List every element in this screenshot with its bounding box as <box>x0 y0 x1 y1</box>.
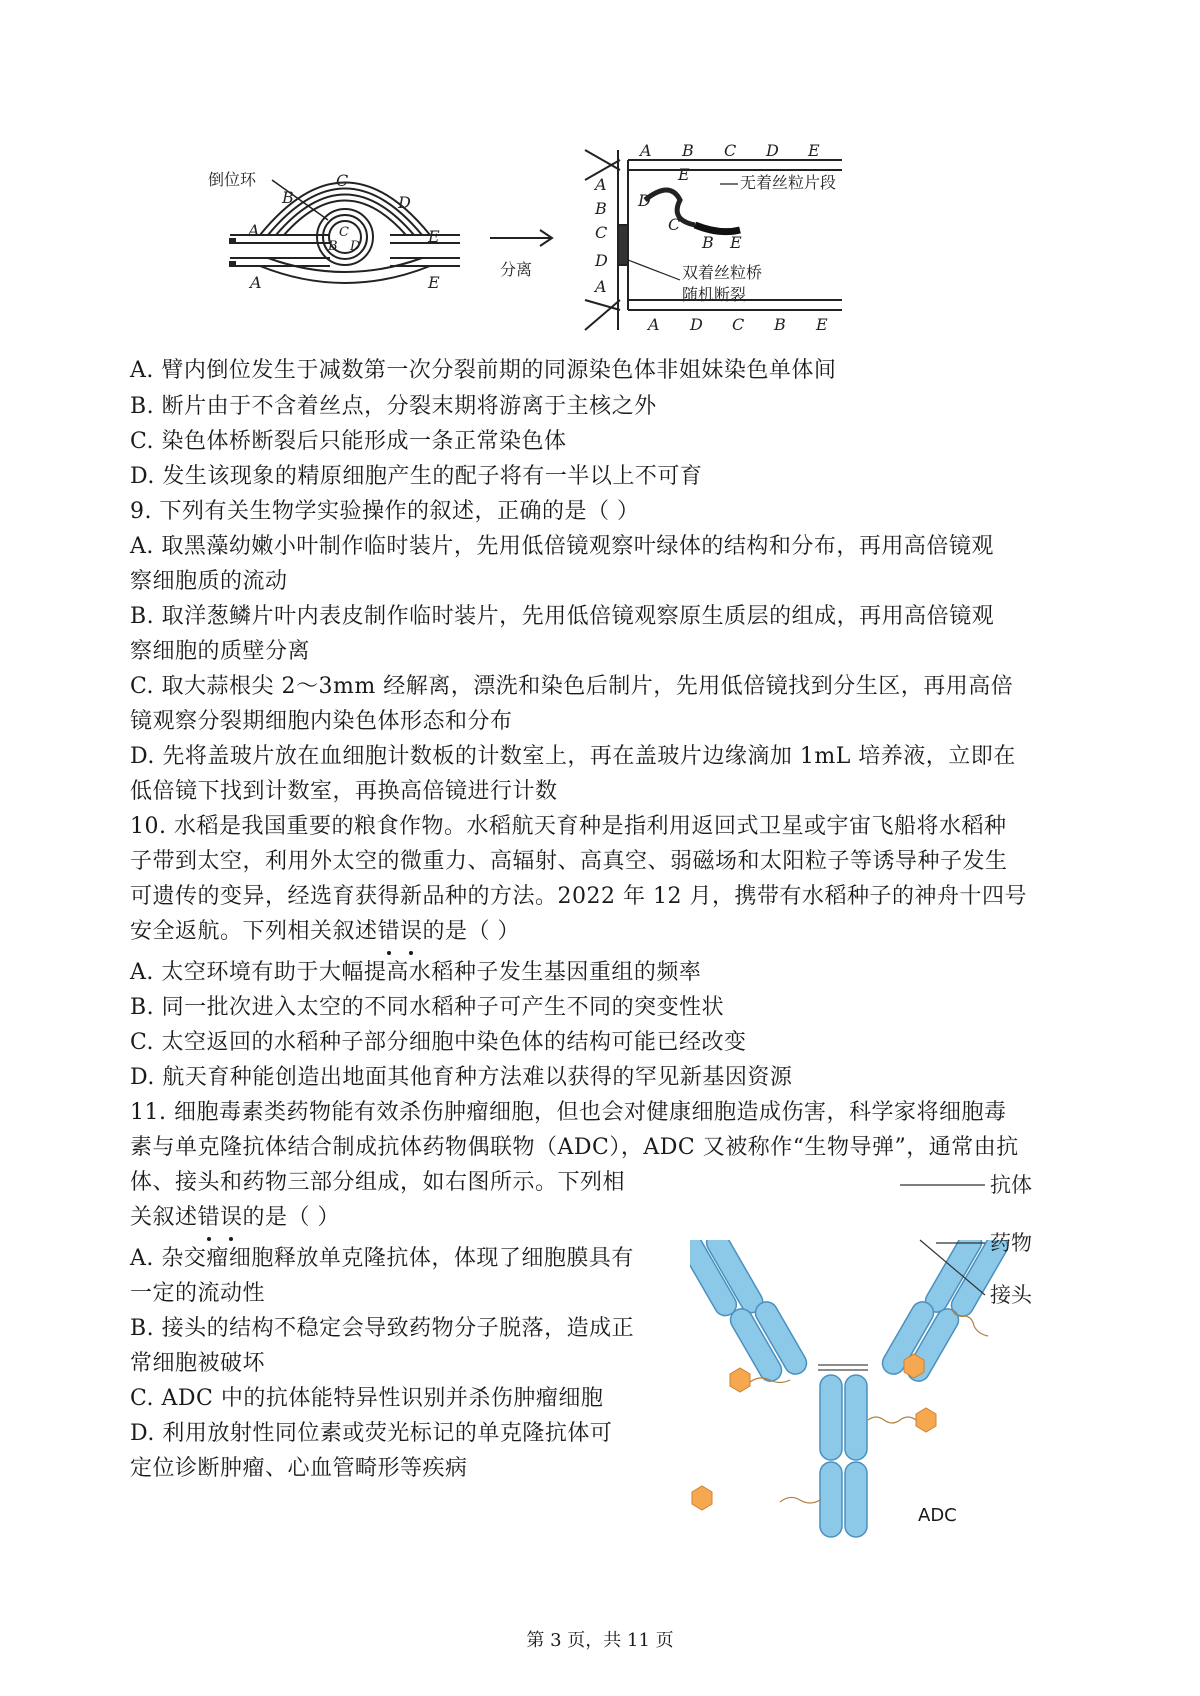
q11-option-d-line2: 定位诊断肿瘤、心血管畸形等疾病 <box>130 1456 468 1481</box>
q10-option-d: D. 航天育种能创造出地面其他育种方法难以获得的罕见新基因资源 <box>130 1065 793 1090</box>
top-letter: B <box>682 141 694 160</box>
letter-top-c: C <box>336 171 349 190</box>
drug-icon <box>730 1368 750 1392</box>
bottom-row-letters <box>646 315 828 334</box>
vertical-letter: C <box>595 223 608 242</box>
drug-icon <box>916 1408 936 1432</box>
top-letter: D <box>766 141 779 160</box>
drug-label: 药物 <box>990 1231 1032 1255</box>
bridge-label-2: 随机断裂 <box>682 285 747 304</box>
vertical-letters <box>593 175 608 296</box>
q10-stem-line2: 子带到太空，利用外太空的微重力、高辐射、高真空、弱磁场和太阳粒子等诱导种子发生 <box>130 849 1008 874</box>
fragment-letter-e2: E <box>730 233 742 252</box>
stem-right-lower <box>845 1462 867 1537</box>
q11-option-d-line1: D. 利用放射性同位素或荧光标记的单克隆抗体可 <box>130 1421 613 1446</box>
fragment-letter-d: D <box>638 191 651 210</box>
q10-stem-line1: 10. 水稻是我国重要的粮食作物。水稻航天育种是指利用返回式卫星或宇宙飞船将水稻种 <box>130 814 1007 839</box>
separation-arrow-icon <box>490 230 552 246</box>
letter-top-a: A <box>248 221 260 240</box>
bottom-letter: D <box>690 315 703 334</box>
q9-option-c-line1: C. 取大蒜根尖 2～3mm 经解离，漂洗和染色后制片，先用低倍镜找到分生区，再用高倍 <box>130 674 1014 699</box>
letter-bottom-a: A <box>250 273 262 292</box>
q11-stem-line2: 素与单克隆抗体结合制成抗体药物偶联物（ADC），ADC 又被称作“生物导弹”，通常由抗 <box>130 1135 1019 1160</box>
bottom-letter: B <box>774 315 786 334</box>
drug-icon <box>692 1486 712 1510</box>
top-letter: E <box>808 141 820 160</box>
fragment-letter-e: E <box>678 165 690 184</box>
top-letter: A <box>640 141 652 160</box>
q11-option-a-line1: A. 杂交瘤细胞释放单克隆抗体，体现了细胞膜具有 <box>130 1246 634 1271</box>
bottom-letter: E <box>816 315 828 334</box>
q10-option-b: B. 同一批次进入太空的不同水稻种子可产生不同的突变性状 <box>130 995 725 1020</box>
fragment-letter-b: B <box>702 233 714 252</box>
emphasis-char: 错 <box>198 1203 221 1233</box>
bottom-letter: A <box>648 315 660 334</box>
adc-label: ADC <box>918 1505 957 1526</box>
q10-option-c: C. 太空返回的水稻种子部分细胞中染色体的结构可能已经改变 <box>130 1030 747 1055</box>
q8-option-d: D. 发生该现象的精原细胞产生的配子将有一半以上不可育 <box>130 464 703 489</box>
letter-inner-d: D <box>350 239 361 254</box>
page-footer: 第 3 页，共 11 页 <box>526 1630 674 1651</box>
bridge-label-1: 双着丝粒桥 <box>682 263 763 282</box>
q11-option-c: C. ADC 中的抗体能特异性识别并杀伤肿瘤细胞 <box>130 1386 604 1411</box>
inversion-loop-label: 倒位环 <box>208 170 257 189</box>
q11-stem-text: 关叙述 <box>130 1205 198 1230</box>
q9-stem: 9. 下列有关生物学实验操作的叙述，正确的是（ ） <box>130 499 640 524</box>
q9-option-b-line2: 察细胞的质壁分离 <box>130 639 311 664</box>
q8-option-b: B. 断片由于不含着丝点，分裂末期将游离于主核之外 <box>130 394 657 419</box>
vertical-letter: A <box>595 175 607 194</box>
fragment-label: 无着丝粒片段 <box>740 173 837 192</box>
letter-bottom-e: E <box>428 273 440 292</box>
q10-stem-line4 <box>130 917 520 947</box>
q11-stem-text: 的是（ ） <box>242 1205 341 1230</box>
letter-inner-b: B <box>328 239 338 254</box>
letter-top-e: E <box>428 227 440 246</box>
q8-option-c: C. 染色体桥断裂后只能形成一条正常染色体 <box>130 429 567 454</box>
top-row-letters <box>638 141 820 160</box>
emphasis-char: 误 <box>400 917 423 947</box>
vertical-letter: B <box>595 199 607 218</box>
fragment-letter-c: C <box>668 215 681 234</box>
q11-option-b-line2: 常细胞被破坏 <box>130 1351 266 1376</box>
vertical-letter: D <box>595 251 608 270</box>
emphasis-char: 错 <box>378 917 401 947</box>
q11-option-a-line2: 一定的流动性 <box>130 1281 266 1306</box>
stem-left-lower <box>820 1462 842 1537</box>
q10-option-a: A. 太空环境有助于大幅提高水稻种子发生基因重组的频率 <box>130 960 702 985</box>
top-letter: C <box>724 141 737 160</box>
stem-left-upper <box>820 1375 842 1460</box>
vertical-letter: A <box>595 277 607 296</box>
q11-stem-line4 <box>130 1203 340 1233</box>
q9-option-a-line1: A. 取黑藻幼嫩小叶制作临时装片，先用低倍镜观察叶绿体的结构和分布，再用高倍镜观 <box>130 534 994 559</box>
q9-option-d-line1: D. 先将盖玻片放在血细胞计数板的计数室上，再在盖玻片边缘滴加 1mL 培养液，立即在 <box>130 744 1016 769</box>
letter-top-d: D <box>398 193 411 212</box>
q8-option-a: A. 臂内倒位发生于减数第一次分裂前期的同源染色体非姐妹染色单体间 <box>130 358 837 383</box>
q9-option-c-line2: 镜观察分裂期细胞内染色体形态和分布 <box>130 709 513 734</box>
inversion-diagram <box>200 140 980 360</box>
antibody-label: 抗体 <box>990 1173 1032 1197</box>
q9-option-a-line2: 察细胞质的流动 <box>130 569 288 594</box>
stem-right-upper <box>845 1375 867 1460</box>
bottom-letter: C <box>732 315 745 334</box>
q11-stem-line3: 体、接头和药物三部分组成，如右图所示。下列相 <box>130 1170 626 1195</box>
adc-label-overlay <box>880 1165 1120 1325</box>
drug-molecules <box>692 1354 936 1510</box>
separation-label: 分离 <box>500 260 533 279</box>
q11-option-b-line1: B. 接头的结构不稳定会导致药物分子脱落，造成正 <box>130 1316 635 1341</box>
linker-label: 接头 <box>990 1283 1032 1307</box>
q9-option-d-line2: 低倍镜下找到计数室，再换高倍镜进行计数 <box>130 779 558 804</box>
q10-stem-line3: 可遗传的变异，经选育获得新品种的方法。2022 年 12 月，携带有水稻种子的神舟十四号 <box>130 884 1027 909</box>
emphasis-char: 误 <box>220 1203 243 1233</box>
q10-stem-text: 安全返航。下列相关叙述 <box>130 919 378 944</box>
q9-option-b-line1: B. 取洋葱鳞片叶内表皮制作临时装片，先用低倍镜观察原生质层的组成，再用高倍镜观 <box>130 604 995 629</box>
letter-top-b: B <box>282 188 294 207</box>
letter-inner-c: C <box>339 225 349 240</box>
q10-stem-text: 的是（ ） <box>422 919 521 944</box>
q11-stem-line1: 11. 细胞毒素类药物能有效杀伤肿瘤细胞，但也会对健康细胞造成伤害，科学家将细胞毒 <box>130 1100 1007 1125</box>
